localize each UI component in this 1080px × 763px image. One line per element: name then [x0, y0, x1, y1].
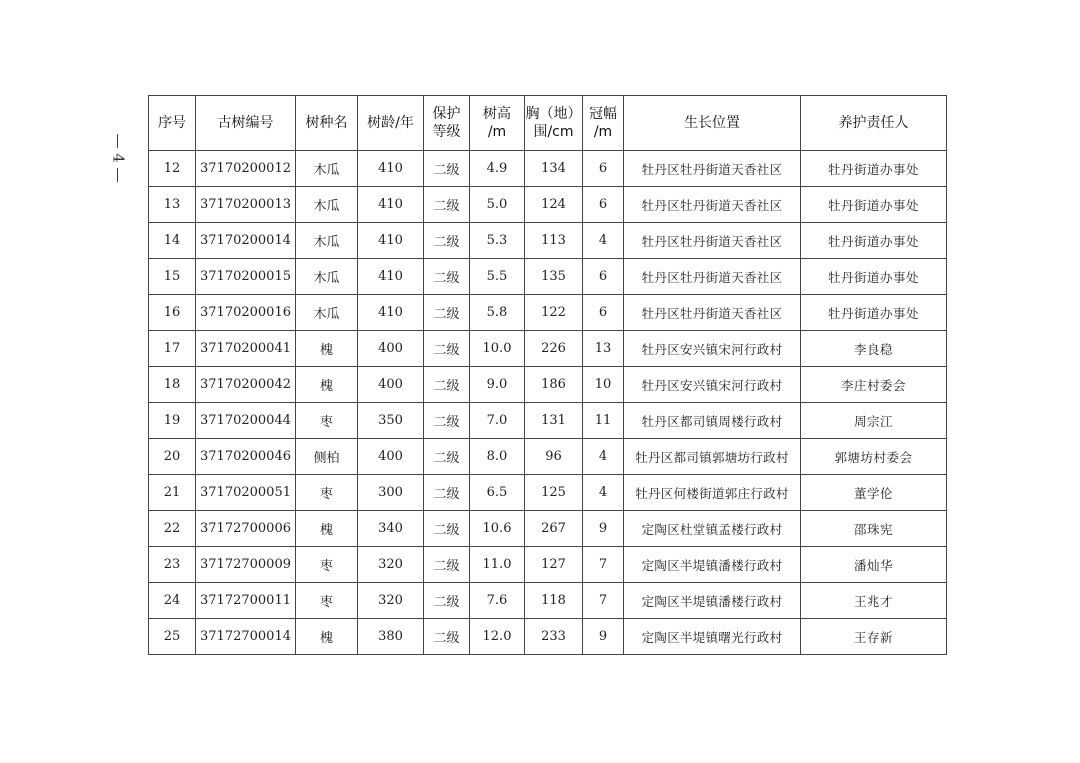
cell-caretaker: 牡丹街道办事处 [801, 187, 947, 223]
cell-location: 牡丹区牡丹街道天香社区 [624, 223, 801, 259]
cell-species: 木瓜 [296, 151, 358, 187]
cell-seq: 14 [149, 223, 196, 259]
cell-age: 320 [358, 583, 424, 619]
header-species-text: 树种名 [305, 115, 348, 131]
cell-tree-id: 37170200044 [196, 403, 296, 439]
cell-height: 8.0 [470, 439, 525, 475]
cell-species: 木瓜 [296, 295, 358, 331]
cell-height: 7.6 [470, 583, 525, 619]
table-row [149, 331, 947, 367]
cell-tree-id: 37170200016 [196, 295, 296, 331]
cell-caretaker: 潘灿华 [801, 547, 947, 583]
header-caretaker [801, 96, 947, 151]
cell-seq: 23 [149, 547, 196, 583]
cell-protection-level: 二级 [424, 439, 470, 475]
cell-protection-level: 二级 [424, 151, 470, 187]
cell-crown: 9 [583, 511, 624, 547]
cell-age: 410 [358, 295, 424, 331]
cell-tree-id: 37170200041 [196, 331, 296, 367]
cell-caretaker: 董学伦 [801, 475, 947, 511]
cell-height: 5.5 [470, 259, 525, 295]
cell-caretaker: 郭塘坊村委会 [801, 439, 947, 475]
cell-species: 木瓜 [296, 223, 358, 259]
cell-species: 槐 [296, 511, 358, 547]
table-row [149, 187, 947, 223]
cell-crown: 6 [583, 295, 624, 331]
cell-caretaker: 邵珠宪 [801, 511, 947, 547]
cell-location: 牡丹区牡丹街道天香社区 [624, 187, 801, 223]
cell-age: 380 [358, 619, 424, 655]
cell-caretaker: 牡丹街道办事处 [801, 151, 947, 187]
cell-caretaker: 牡丹街道办事处 [801, 295, 947, 331]
header-seq-text: 序号 [158, 115, 186, 131]
cell-species: 木瓜 [296, 187, 358, 223]
cell-seq: 16 [149, 295, 196, 331]
cell-height: 11.0 [470, 547, 525, 583]
cell-caretaker: 李庄村委会 [801, 367, 947, 403]
table-row [149, 547, 947, 583]
cell-girth: 124 [525, 187, 583, 223]
cell-age: 410 [358, 259, 424, 295]
cell-species: 侧柏 [296, 439, 358, 475]
cell-species: 枣 [296, 403, 358, 439]
cell-location: 定陶区半堤镇曙光行政村 [624, 619, 801, 655]
cell-girth: 127 [525, 547, 583, 583]
cell-age: 410 [358, 187, 424, 223]
cell-crown: 10 [583, 367, 624, 403]
cell-location: 牡丹区牡丹街道天香社区 [624, 259, 801, 295]
cell-age: 350 [358, 403, 424, 439]
cell-crown: 11 [583, 403, 624, 439]
cell-tree-id: 37170200014 [196, 223, 296, 259]
cell-girth: 122 [525, 295, 583, 331]
cell-height: 10.6 [470, 511, 525, 547]
cell-crown: 6 [583, 259, 624, 295]
cell-caretaker: 王兆才 [801, 583, 947, 619]
cell-age: 400 [358, 331, 424, 367]
cell-protection-level: 二级 [424, 331, 470, 367]
header-girth-text: 围/cm [533, 124, 574, 140]
cell-seq: 12 [149, 151, 196, 187]
header-location-text: 生长位置 [684, 115, 740, 131]
cell-girth: 96 [525, 439, 583, 475]
cell-crown: 4 [583, 223, 624, 259]
cell-girth: 125 [525, 475, 583, 511]
cell-age: 300 [358, 475, 424, 511]
cell-species: 槐 [296, 331, 358, 367]
header-caretaker-text: 养护责任人 [838, 115, 909, 131]
cell-protection-level: 二级 [424, 187, 470, 223]
cell-species: 槐 [296, 619, 358, 655]
table-row [149, 403, 947, 439]
cell-location: 牡丹区都司镇周楼行政村 [624, 403, 801, 439]
cell-seq: 22 [149, 511, 196, 547]
header-age-text: 树龄/年 [367, 115, 414, 131]
cell-height: 9.0 [470, 367, 525, 403]
cell-tree-id: 37172700014 [196, 619, 296, 655]
cell-girth: 267 [525, 511, 583, 547]
page-number [108, 118, 130, 198]
cell-seq: 24 [149, 583, 196, 619]
table-header-row [149, 96, 947, 151]
cell-crown: 6 [583, 151, 624, 187]
table-row [149, 475, 947, 511]
cell-girth: 131 [525, 403, 583, 439]
cell-seq: 13 [149, 187, 196, 223]
header-girth [525, 96, 583, 151]
header-girth-text: 胸（地） [525, 106, 582, 122]
cell-tree-id: 37170200015 [196, 259, 296, 295]
cell-protection-level: 二级 [424, 259, 470, 295]
table-row [149, 367, 947, 403]
cell-height: 5.3 [470, 223, 525, 259]
cell-height: 6.5 [470, 475, 525, 511]
cell-species: 槐 [296, 367, 358, 403]
cell-tree-id: 37172700011 [196, 583, 296, 619]
cell-girth: 135 [525, 259, 583, 295]
cell-location: 定陶区杜堂镇孟楼行政村 [624, 511, 801, 547]
cell-protection-level: 二级 [424, 511, 470, 547]
cell-caretaker: 周宗江 [801, 403, 947, 439]
cell-girth: 226 [525, 331, 583, 367]
cell-crown: 7 [583, 547, 624, 583]
cell-height: 5.0 [470, 187, 525, 223]
table-row [149, 439, 947, 475]
cell-tree-id: 37170200012 [196, 151, 296, 187]
cell-girth: 113 [525, 223, 583, 259]
cell-protection-level: 二级 [424, 367, 470, 403]
header-crown-text: 冠幅 [589, 106, 617, 122]
table-row [149, 619, 947, 655]
header-protection-level-text: 保护 [432, 106, 461, 122]
cell-tree-id: 37172700009 [196, 547, 296, 583]
cell-girth: 118 [525, 583, 583, 619]
header-height-text: /m [487, 124, 507, 140]
cell-seq: 18 [149, 367, 196, 403]
header-protection-level [424, 96, 470, 151]
cell-tree-id: 37170200046 [196, 439, 296, 475]
cell-species: 木瓜 [296, 259, 358, 295]
cell-location: 牡丹区牡丹街道天香社区 [624, 295, 801, 331]
cell-protection-level: 二级 [424, 619, 470, 655]
cell-seq: 20 [149, 439, 196, 475]
cell-age: 400 [358, 439, 424, 475]
cell-girth: 186 [525, 367, 583, 403]
cell-height: 12.0 [470, 619, 525, 655]
cell-protection-level: 二级 [424, 223, 470, 259]
cell-girth: 233 [525, 619, 583, 655]
cell-crown: 6 [583, 187, 624, 223]
table-row [149, 223, 947, 259]
ancient-tree-table [148, 95, 947, 655]
header-location [624, 96, 801, 151]
page-number-text: — 4 — [110, 133, 128, 183]
header-height [470, 96, 525, 151]
table-body [149, 151, 947, 655]
cell-caretaker: 牡丹街道办事处 [801, 223, 947, 259]
cell-height: 5.8 [470, 295, 525, 331]
cell-protection-level: 二级 [424, 403, 470, 439]
cell-caretaker: 牡丹街道办事处 [801, 259, 947, 295]
header-species [296, 96, 358, 151]
cell-protection-level: 二级 [424, 475, 470, 511]
cell-protection-level: 二级 [424, 547, 470, 583]
cell-height: 4.9 [470, 151, 525, 187]
header-age [358, 96, 424, 151]
cell-seq: 15 [149, 259, 196, 295]
cell-tree-id: 37170200013 [196, 187, 296, 223]
header-seq [149, 96, 196, 151]
cell-crown: 4 [583, 475, 624, 511]
cell-location: 定陶区半堤镇潘楼行政村 [624, 547, 801, 583]
cell-seq: 17 [149, 331, 196, 367]
header-protection-level-text: 等级 [432, 124, 461, 140]
cell-age: 340 [358, 511, 424, 547]
cell-age: 320 [358, 547, 424, 583]
table-row [149, 259, 947, 295]
cell-age: 410 [358, 223, 424, 259]
header-crown [583, 96, 624, 151]
cell-tree-id: 37172700006 [196, 511, 296, 547]
table-row [149, 151, 947, 187]
cell-protection-level: 二级 [424, 295, 470, 331]
cell-age: 410 [358, 151, 424, 187]
cell-species: 枣 [296, 583, 358, 619]
cell-crown: 4 [583, 439, 624, 475]
cell-seq: 19 [149, 403, 196, 439]
cell-seq: 21 [149, 475, 196, 511]
table-row [149, 583, 947, 619]
cell-tree-id: 37170200042 [196, 367, 296, 403]
cell-crown: 13 [583, 331, 624, 367]
table-row [149, 511, 947, 547]
header-tree-id-text: 古树编号 [217, 115, 274, 131]
cell-species: 枣 [296, 547, 358, 583]
cell-species: 枣 [296, 475, 358, 511]
cell-location: 牡丹区安兴镇宋河行政村 [624, 367, 801, 403]
table-row [149, 295, 947, 331]
cell-location: 牡丹区牡丹街道天香社区 [624, 151, 801, 187]
cell-protection-level: 二级 [424, 583, 470, 619]
cell-height: 7.0 [470, 403, 525, 439]
cell-age: 400 [358, 367, 424, 403]
cell-location: 牡丹区安兴镇宋河行政村 [624, 331, 801, 367]
cell-seq: 25 [149, 619, 196, 655]
cell-girth: 134 [525, 151, 583, 187]
cell-location: 定陶区半堤镇潘楼行政村 [624, 583, 801, 619]
cell-height: 10.0 [470, 331, 525, 367]
cell-crown: 7 [583, 583, 624, 619]
cell-caretaker: 李良稳 [801, 331, 947, 367]
header-tree-id [196, 96, 296, 151]
header-crown-text: /m [593, 124, 613, 140]
cell-tree-id: 37170200051 [196, 475, 296, 511]
header-height-text: 树高 [483, 106, 511, 122]
cell-location: 牡丹区何楼街道郭庄行政村 [624, 475, 801, 511]
cell-caretaker: 王存新 [801, 619, 947, 655]
cell-crown: 9 [583, 619, 624, 655]
cell-location: 牡丹区都司镇郭塘坊行政村 [624, 439, 801, 475]
